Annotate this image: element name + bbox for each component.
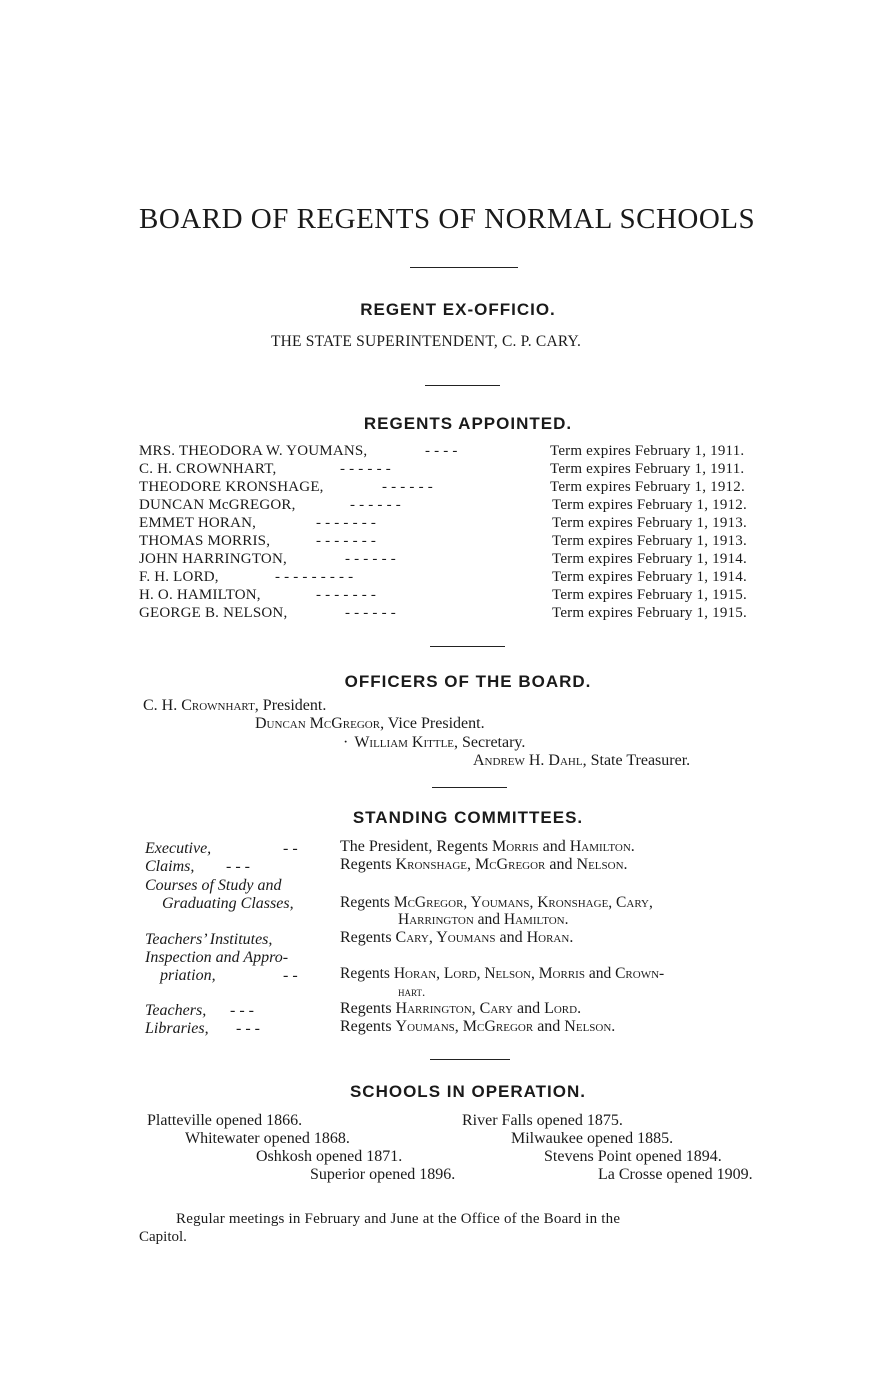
regent-term: Term expires February 1, 1915. [552, 605, 747, 621]
appointed-heading: REGENTS APPOINTED. [363, 414, 573, 433]
regent-term: Term expires February 1, 1915. [552, 587, 747, 603]
committee-dashes: - - [283, 967, 298, 984]
divider [425, 385, 500, 386]
regent-name: THOMAS MORRIS, [139, 533, 271, 549]
school-item: Superior opened 1896. [310, 1166, 456, 1183]
regent-dashes: - - - - - - - [316, 515, 377, 531]
committee-label: Teachers’ Institutes, [145, 931, 273, 948]
officer-vice-president [255, 715, 485, 733]
committee-members-continued: Harrington and Hamilton. [398, 911, 569, 928]
divider [430, 1059, 510, 1060]
committee-label: priation, [160, 967, 216, 984]
regent-dashes: - - - - - - - - - [275, 569, 354, 585]
officer-role: Vice President. [384, 715, 485, 732]
divider [432, 787, 507, 788]
school-item: Whitewater opened 1868. [185, 1130, 350, 1147]
officer-role: State Treasurer. [586, 752, 691, 769]
regent-term: Term expires February 1, 1912. [550, 479, 745, 495]
regent-name: F. H. LORD, [139, 569, 219, 585]
officer-name: Andrew H. Dahl, [473, 752, 587, 769]
meeting-note-continued: Capitol. [139, 1229, 187, 1245]
committee-members: Regents Kronshage, McGregor and Nelson. [340, 856, 628, 873]
officer-role: Secretary. [458, 734, 526, 751]
divider [410, 267, 518, 268]
regent-term: Term expires February 1, 1913. [552, 515, 747, 531]
regent-dashes: - - - - - - [382, 479, 433, 495]
page-title: BOARD OF REGENTS OF NORMAL SCHOOLS [139, 203, 756, 235]
regent-dashes: - - - - - - [350, 497, 401, 513]
regent-term: Term expires February 1, 1913. [552, 533, 747, 549]
regent-name: MRS. THEODORA W. YOUMANS, [139, 443, 368, 459]
regent-name: THEODORE KRONSHAGE, [139, 479, 324, 495]
committees-heading: STANDING COMMITTEES. [352, 808, 584, 827]
divider [430, 646, 505, 647]
regent-term: Term expires February 1, 1914. [552, 569, 747, 585]
schools-heading: SCHOOLS IN OPERATION. [349, 1082, 587, 1101]
committee-label: Inspection and Appro- [145, 949, 289, 966]
committee-dashes: - - [283, 840, 298, 857]
regent-dashes: - - - - - - [340, 461, 391, 477]
regent-name: JOHN HARRINGTON, [139, 551, 287, 567]
committee-label: Courses of Study and [145, 877, 282, 894]
committee-members-continued: hart. [398, 984, 426, 999]
committee-members: Regents Youmans, McGregor and Nelson. [340, 1018, 616, 1035]
regent-name: GEORGE B. NELSON, [139, 605, 288, 621]
school-item: Milwaukee opened 1885. [511, 1130, 674, 1147]
committee-label: Claims, [145, 858, 195, 875]
regent-name: DUNCAN McGREGOR, [139, 497, 296, 513]
committee-dashes: - - - [230, 1002, 254, 1019]
committee-members: Regents McGregor, Youmans, Kronshage, Cary, [340, 894, 653, 911]
officers-heading: OFFICERS OF THE BOARD. [344, 672, 592, 691]
regent-term: Term expires February 1, 1914. [552, 551, 747, 567]
regent-dashes: - - - - - - [345, 605, 396, 621]
regent-term: Term expires February 1, 1911. [550, 443, 745, 459]
committee-dashes: - - - [226, 858, 250, 875]
officer-role: President. [258, 697, 327, 714]
committee-label: Libraries, [145, 1020, 209, 1037]
ex-officio-heading: REGENT EX-OFFICIO. [360, 300, 556, 319]
regent-dashes: - - - - [425, 443, 458, 459]
bullet-icon: · [343, 734, 349, 751]
committee-members: Regents Horan, Lord, Nelson, Morris and Crown- [340, 965, 665, 982]
school-item: Oshkosh opened 1871. [256, 1148, 403, 1165]
regent-name: C. H. CROWNHART, [139, 461, 277, 477]
regent-dashes: - - - - - - - [316, 587, 377, 603]
officer-name: Duncan McGregor, [255, 715, 385, 732]
regent-name: H. O. HAMILTON, [139, 587, 261, 603]
school-item: Stevens Point opened 1894. [544, 1148, 722, 1165]
regent-term: Term expires February 1, 1912. [552, 497, 747, 513]
officer-name: C. H. Crownhart, [143, 697, 259, 714]
school-item: La Crosse opened 1909. [598, 1166, 753, 1183]
committee-members: Regents Harrington, Cary and Lord. [340, 1000, 582, 1017]
committee-members: The President, Regents Morris and Hamilton. [340, 838, 635, 855]
officer-treasurer [473, 752, 690, 770]
committee-label: Graduating Classes, [162, 895, 294, 912]
officer-president [143, 697, 326, 715]
regent-term: Term expires February 1, 1911. [550, 461, 745, 477]
committee-dashes: - - - [236, 1020, 260, 1037]
committee-members: Regents Cary, Youmans and Horan. [340, 929, 574, 946]
committee-label: Executive, [145, 840, 212, 857]
school-item: River Falls opened 1875. [462, 1112, 623, 1129]
meeting-note: Regular meetings in February and June at the Office of the Board in the [176, 1211, 621, 1227]
officer-secretary [343, 734, 525, 752]
officer-name: William Kittle, [354, 734, 459, 751]
regent-dashes: - - - - - - - [316, 533, 377, 549]
committee-label: Teachers, [145, 1002, 207, 1019]
regent-dashes: - - - - - - [345, 551, 396, 567]
school-item: Platteville opened 1866. [147, 1112, 303, 1129]
regent-name: EMMET HORAN, [139, 515, 257, 531]
ex-officio-text: THE STATE SUPERINTENDENT, C. P. CARY. [271, 333, 582, 350]
